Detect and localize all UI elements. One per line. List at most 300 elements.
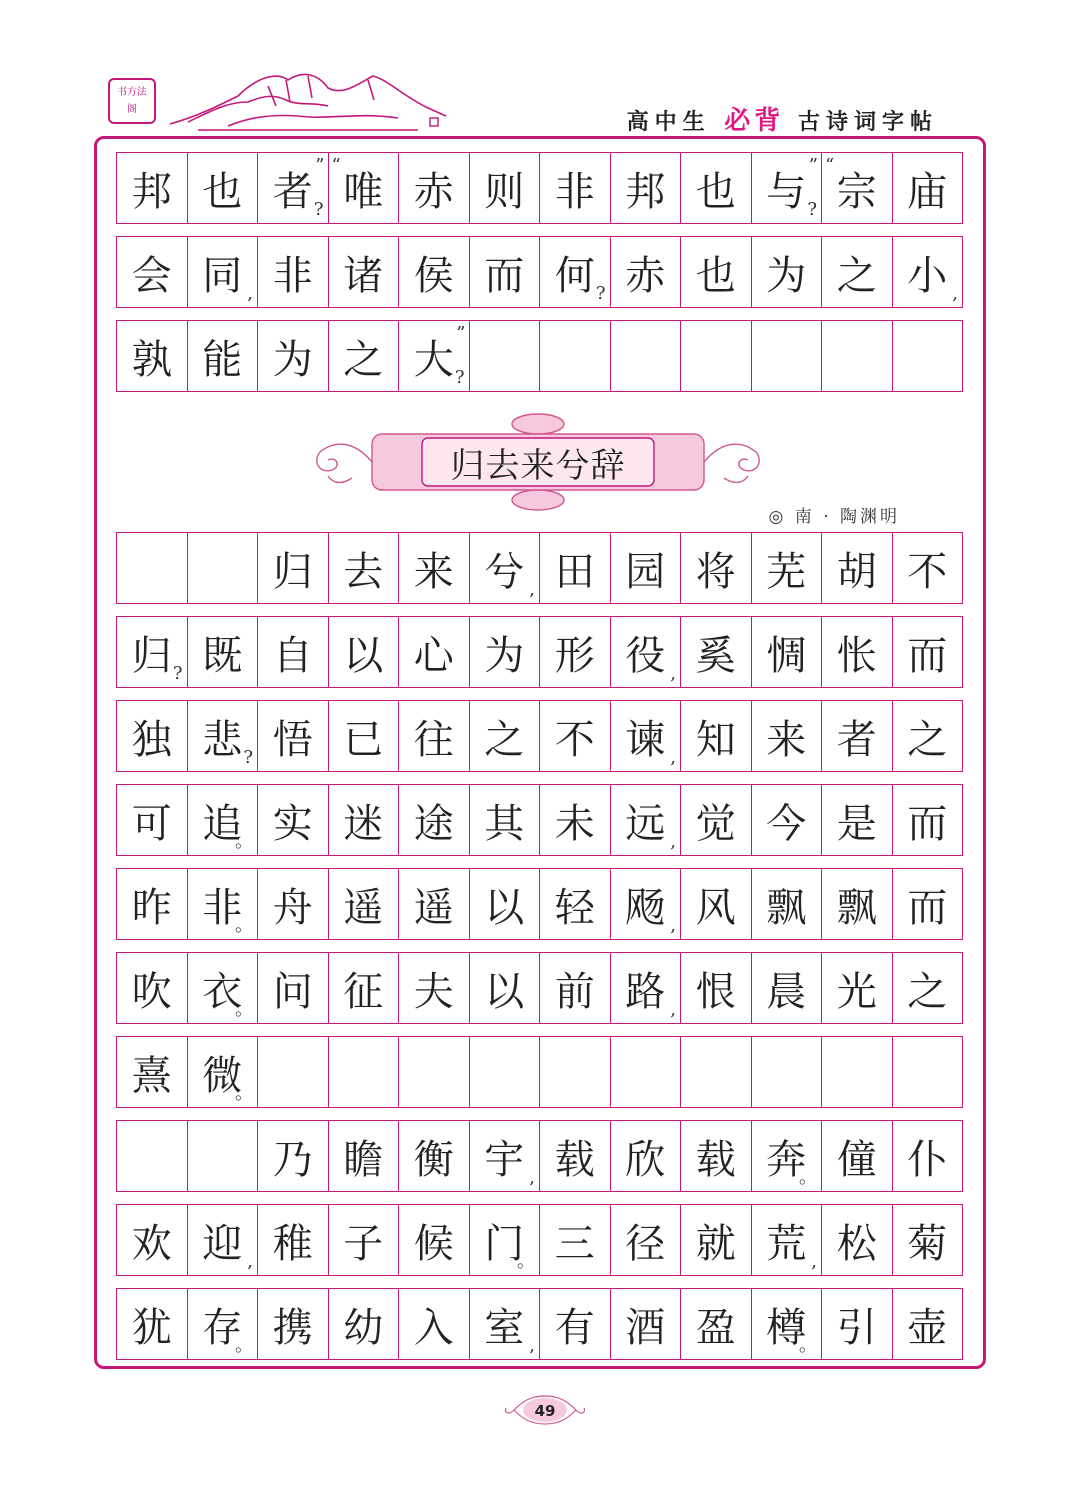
grid-cell [329, 533, 400, 603]
character: 欢 [131, 1220, 172, 1267]
grid-cell [681, 1037, 752, 1107]
logo-char: 法 [137, 86, 147, 98]
character: 衡 [413, 1136, 454, 1183]
character: 幼 [343, 1304, 384, 1351]
punctuation-mark: 。 [799, 1167, 817, 1188]
grid-cell [470, 617, 541, 687]
character: 心 [413, 632, 454, 679]
character: 酒 [625, 1304, 666, 1351]
character: 路 [625, 968, 666, 1015]
grid-cell [258, 701, 329, 771]
grid-cell [329, 1289, 400, 1359]
character: 子 [343, 1220, 384, 1267]
character: 自 [272, 632, 313, 679]
grid-cell [681, 321, 752, 391]
grid-cell [752, 237, 823, 307]
grid-cell [117, 1205, 188, 1275]
grid-cell [470, 1037, 541, 1107]
grid-cell [822, 617, 893, 687]
character: 松 [836, 1220, 877, 1267]
character: 谏 [625, 716, 666, 763]
grid-cell [822, 1121, 893, 1191]
grid-cell [117, 321, 188, 391]
grid-row [116, 700, 963, 772]
character: 归 [131, 632, 172, 679]
character: 盈 [695, 1304, 736, 1351]
grid-cell [752, 785, 823, 855]
punctuation-mark: , [529, 1167, 535, 1188]
grid-cell [822, 1289, 893, 1359]
grid-cell [470, 953, 541, 1023]
grid-cell [188, 617, 259, 687]
grid-cell [611, 701, 682, 771]
grid-cell [329, 701, 400, 771]
grid-cell [470, 701, 541, 771]
grid-cell [329, 321, 400, 391]
character: 载 [554, 1136, 595, 1183]
grid-cell [540, 785, 611, 855]
character: 之 [836, 252, 877, 299]
grid-cell [258, 321, 329, 391]
open-quote-mark: “ [331, 155, 341, 176]
grid-cell [117, 237, 188, 307]
character: 存 [202, 1304, 243, 1351]
grid-cell [399, 1037, 470, 1107]
character: 邦 [625, 168, 666, 215]
character: 奔 [766, 1136, 807, 1183]
grid-cell [681, 533, 752, 603]
book-title [627, 100, 938, 137]
punctuation-mark: 。 [235, 831, 253, 852]
title-suffix: 古诗词字帖 [797, 110, 938, 135]
grid-cell [188, 1121, 259, 1191]
grid-cell [470, 1289, 541, 1359]
character: 胡 [836, 548, 877, 595]
grid-cell [540, 1121, 611, 1191]
grid-cell [399, 237, 470, 307]
grid-cell [611, 785, 682, 855]
character: 唯 [343, 168, 384, 215]
grid-cell [893, 1289, 963, 1359]
character: 已 [343, 716, 384, 763]
character: 飏 [625, 884, 666, 931]
character: 载 [695, 1136, 736, 1183]
character: 室 [484, 1304, 525, 1351]
grid-cell [470, 321, 541, 391]
grid-cell [611, 321, 682, 391]
grid-cell [611, 153, 682, 223]
character: 奚 [695, 632, 736, 679]
character: 小 [907, 252, 948, 299]
grid-cell [822, 1037, 893, 1107]
grid-cell [611, 617, 682, 687]
grid-cell [117, 869, 188, 939]
character: 既 [202, 632, 243, 679]
character: 能 [202, 336, 243, 383]
grid-cell [329, 617, 400, 687]
punctuation-mark: , [529, 1335, 535, 1356]
close-quote-mark: ” [808, 155, 818, 176]
grid-cell [681, 1121, 752, 1191]
grid-cell [329, 1205, 400, 1275]
character: 非 [554, 168, 595, 215]
grid-cell [258, 533, 329, 603]
grid-cell [399, 953, 470, 1023]
character: 恨 [695, 968, 736, 1015]
grid-row [116, 784, 963, 856]
grid-cell [470, 869, 541, 939]
grid-cell [752, 153, 823, 223]
punctuation-mark: 。 [517, 1251, 535, 1272]
character: 形 [554, 632, 595, 679]
grid-cell [893, 1205, 963, 1275]
poem-author: ◎ 南 · 陶渊明 [768, 507, 900, 527]
grid-cell [117, 953, 188, 1023]
punctuation-mark: , [247, 283, 253, 304]
grid-cell [611, 1121, 682, 1191]
grid-cell [681, 869, 752, 939]
character: 来 [766, 716, 807, 763]
grid-cell [681, 785, 752, 855]
punctuation-mark: 。 [799, 1335, 817, 1356]
grid-row [116, 1120, 963, 1192]
punctuation-mark: ? [454, 367, 465, 388]
grid-cell [258, 153, 329, 223]
grid-cell [117, 1289, 188, 1359]
character: 赤 [625, 252, 666, 299]
character: 不 [907, 548, 948, 595]
grid-cell [611, 237, 682, 307]
character: 与 [766, 168, 807, 215]
grid-cell [752, 321, 823, 391]
grid-cell [540, 321, 611, 391]
grid-cell [752, 617, 823, 687]
logo-char: 方 [127, 86, 137, 98]
punctuation-mark: ? [313, 199, 324, 220]
character: 而 [907, 800, 948, 847]
character: 舟 [272, 884, 313, 931]
grid-cell [893, 869, 963, 939]
character: 征 [343, 968, 384, 1015]
grid-cell [258, 1205, 329, 1275]
character: 悲 [202, 716, 243, 763]
grid-row [116, 1204, 963, 1276]
punctuation-mark: , [670, 663, 676, 684]
grid-cell [117, 785, 188, 855]
grid-cell [329, 953, 400, 1023]
grid-cell [188, 785, 259, 855]
grid-cell [893, 785, 963, 855]
grid-cell [681, 1205, 752, 1275]
character: 遥 [413, 884, 454, 931]
character: 惆 [766, 632, 807, 679]
character: 为 [766, 252, 807, 299]
character: 何 [554, 252, 595, 299]
character: 候 [413, 1220, 454, 1267]
character: 之 [907, 716, 948, 763]
grid-cell [681, 237, 752, 307]
character: 仆 [907, 1136, 948, 1183]
grid-cell [752, 1121, 823, 1191]
grid-cell [540, 701, 611, 771]
character: 之 [907, 968, 948, 1015]
character: 也 [202, 168, 243, 215]
punctuation-mark: , [670, 831, 676, 852]
grid-cell [117, 701, 188, 771]
poem-title: 归去来兮辞 [450, 446, 626, 486]
grid-cell [540, 153, 611, 223]
grid-cell [822, 953, 893, 1023]
grid-cell [470, 153, 541, 223]
punctuation-mark: 。 [235, 999, 253, 1020]
character: 兮 [484, 548, 525, 595]
punctuation-mark: , [811, 1251, 817, 1272]
character: 欣 [625, 1136, 666, 1183]
character: 为 [272, 336, 313, 383]
character: 熹 [131, 1052, 172, 1099]
character: 壶 [907, 1304, 948, 1351]
grid-cell [258, 1289, 329, 1359]
grid-cell [752, 533, 823, 603]
character: 吹 [131, 968, 172, 1015]
punctuation-mark: , [670, 747, 676, 768]
character: 则 [484, 168, 525, 215]
close-quote-mark: ” [315, 155, 325, 176]
character: 实 [272, 800, 313, 847]
logo-char: 阁 [127, 103, 137, 115]
character: 三 [554, 1220, 595, 1267]
character: 者 [836, 716, 877, 763]
grid-cell [399, 1205, 470, 1275]
character: 赤 [413, 168, 454, 215]
character: 遥 [343, 884, 384, 931]
character: 追 [202, 800, 243, 847]
punctuation-mark: , [247, 1251, 253, 1272]
grid-cell [117, 533, 188, 603]
grid-row [116, 868, 963, 940]
character: 不 [554, 716, 595, 763]
character: 有 [554, 1304, 595, 1351]
grid-cell [893, 617, 963, 687]
grid-cell [188, 1289, 259, 1359]
grid-cell [752, 953, 823, 1023]
character: 僮 [836, 1136, 877, 1183]
grid-cell [893, 701, 963, 771]
character: 迎 [202, 1220, 243, 1267]
grid-cell [681, 701, 752, 771]
character: 菊 [907, 1220, 948, 1267]
grid-cell [822, 321, 893, 391]
grid-cell [188, 701, 259, 771]
punctuation-mark: ? [807, 199, 817, 220]
grid-row [116, 152, 963, 224]
grid-cell [399, 617, 470, 687]
grid-cell [893, 321, 963, 391]
character: 远 [625, 800, 666, 847]
character: 而 [484, 252, 525, 299]
logo-char: 书 [117, 86, 127, 98]
open-quote-mark: “ [825, 155, 835, 176]
character: 之 [343, 336, 384, 383]
grid-cell [399, 869, 470, 939]
character: 微 [202, 1052, 243, 1099]
grid-cell [117, 1037, 188, 1107]
character: 可 [131, 800, 172, 847]
grid-cell [540, 869, 611, 939]
grid-cell [258, 1037, 329, 1107]
character: 归 [272, 548, 313, 595]
grid-cell [470, 1121, 541, 1191]
character: 非 [272, 252, 313, 299]
character: 孰 [131, 336, 172, 383]
character: 乃 [272, 1136, 313, 1183]
mountain-illustration [168, 66, 448, 134]
grid-cell [540, 1289, 611, 1359]
grid-cell [329, 869, 400, 939]
grid-cell [893, 533, 963, 603]
grid-cell [611, 1289, 682, 1359]
character: 宇 [484, 1136, 525, 1183]
grid-cell [188, 1205, 259, 1275]
character: 也 [695, 252, 736, 299]
grid-cell [611, 533, 682, 603]
grid-cell [188, 869, 259, 939]
grid-cell [822, 1205, 893, 1275]
character: 今 [766, 800, 807, 847]
character: 以 [484, 968, 525, 1015]
character: 以 [343, 632, 384, 679]
grid-cell [540, 617, 611, 687]
character: 瞻 [343, 1136, 384, 1183]
punctuation-mark: , [529, 579, 535, 600]
grid-cell [188, 153, 259, 223]
character: 觉 [695, 800, 736, 847]
grid-cell [399, 533, 470, 603]
character: 途 [413, 800, 454, 847]
character: 以 [484, 884, 525, 931]
grid-cell [893, 953, 963, 1023]
character: 其 [484, 800, 525, 847]
grid-cell [329, 785, 400, 855]
grid-cell [188, 237, 259, 307]
grid-cell [188, 953, 259, 1023]
character: 悟 [272, 716, 313, 763]
punctuation-mark: 。 [235, 1083, 253, 1104]
grid-cell [258, 617, 329, 687]
character: 而 [907, 884, 948, 931]
punctuation-mark: 。 [235, 915, 253, 936]
character: 光 [836, 968, 877, 1015]
punctuation-mark: , [952, 283, 958, 304]
title-accent: 必背 [724, 106, 785, 136]
grid-cell [540, 237, 611, 307]
grid-cell [470, 785, 541, 855]
title-prefix: 高中生 [626, 110, 711, 135]
grid-cell [893, 237, 963, 307]
character: 侯 [413, 252, 454, 299]
character: 就 [695, 1220, 736, 1267]
character: 非 [202, 884, 243, 931]
page-number: 49 [534, 1402, 556, 1420]
grid-cell [611, 869, 682, 939]
grid-cell [752, 1289, 823, 1359]
character: 大 [413, 336, 454, 383]
grid-cell [752, 1205, 823, 1275]
grid-cell [258, 953, 329, 1023]
character: 园 [625, 548, 666, 595]
grid-row [116, 1288, 963, 1360]
character: 而 [907, 632, 948, 679]
punctuation-mark: ? [172, 663, 183, 684]
character: 门 [484, 1220, 525, 1267]
grid-cell [893, 153, 963, 223]
character: 是 [836, 800, 877, 847]
grid-cell [188, 1037, 259, 1107]
grid-cell [258, 237, 329, 307]
close-quote-mark: ” [456, 323, 466, 344]
character: 轻 [554, 884, 595, 931]
punctuation-mark: 。 [235, 1335, 253, 1356]
punctuation-mark: , [670, 999, 676, 1020]
character: 未 [554, 800, 595, 847]
grid-cell [611, 1205, 682, 1275]
character: 衣 [202, 968, 243, 1015]
character: 荒 [766, 1220, 807, 1267]
character: 引 [836, 1304, 877, 1351]
grid-cell [470, 533, 541, 603]
character: 者 [272, 168, 313, 215]
character: 前 [554, 968, 595, 1015]
grid-cell [117, 153, 188, 223]
grid-cell [681, 617, 752, 687]
character: 风 [695, 884, 736, 931]
punctuation-mark: , [670, 915, 676, 936]
punctuation-mark: ? [243, 747, 253, 768]
character: 入 [413, 1304, 454, 1351]
grid-cell [681, 1289, 752, 1359]
grid-cell [822, 701, 893, 771]
grid-cell [329, 153, 400, 223]
character: 也 [695, 168, 736, 215]
character: 宗 [836, 168, 877, 215]
grid-cell [822, 869, 893, 939]
character: 田 [554, 548, 595, 595]
grid-cell [470, 1205, 541, 1275]
character: 邦 [131, 168, 172, 215]
character: 昨 [131, 884, 172, 931]
grid-cell [399, 701, 470, 771]
grid-cell [188, 321, 259, 391]
grid-cell [893, 1121, 963, 1191]
grid-cell [822, 153, 893, 223]
grid-cell [399, 321, 470, 391]
character: 知 [695, 716, 736, 763]
publisher-logo [108, 78, 156, 124]
character: 迷 [343, 800, 384, 847]
character: 将 [695, 548, 736, 595]
character: 独 [131, 716, 172, 763]
grid-row [116, 236, 963, 308]
grid-cell [470, 237, 541, 307]
punctuation-mark: ? [595, 283, 606, 304]
character: 问 [272, 968, 313, 1015]
character: 飘 [766, 884, 807, 931]
grid-cell [822, 785, 893, 855]
character: 役 [625, 632, 666, 679]
character: 犹 [131, 1304, 172, 1351]
grid-cell [329, 1037, 400, 1107]
grid-cell [611, 953, 682, 1023]
